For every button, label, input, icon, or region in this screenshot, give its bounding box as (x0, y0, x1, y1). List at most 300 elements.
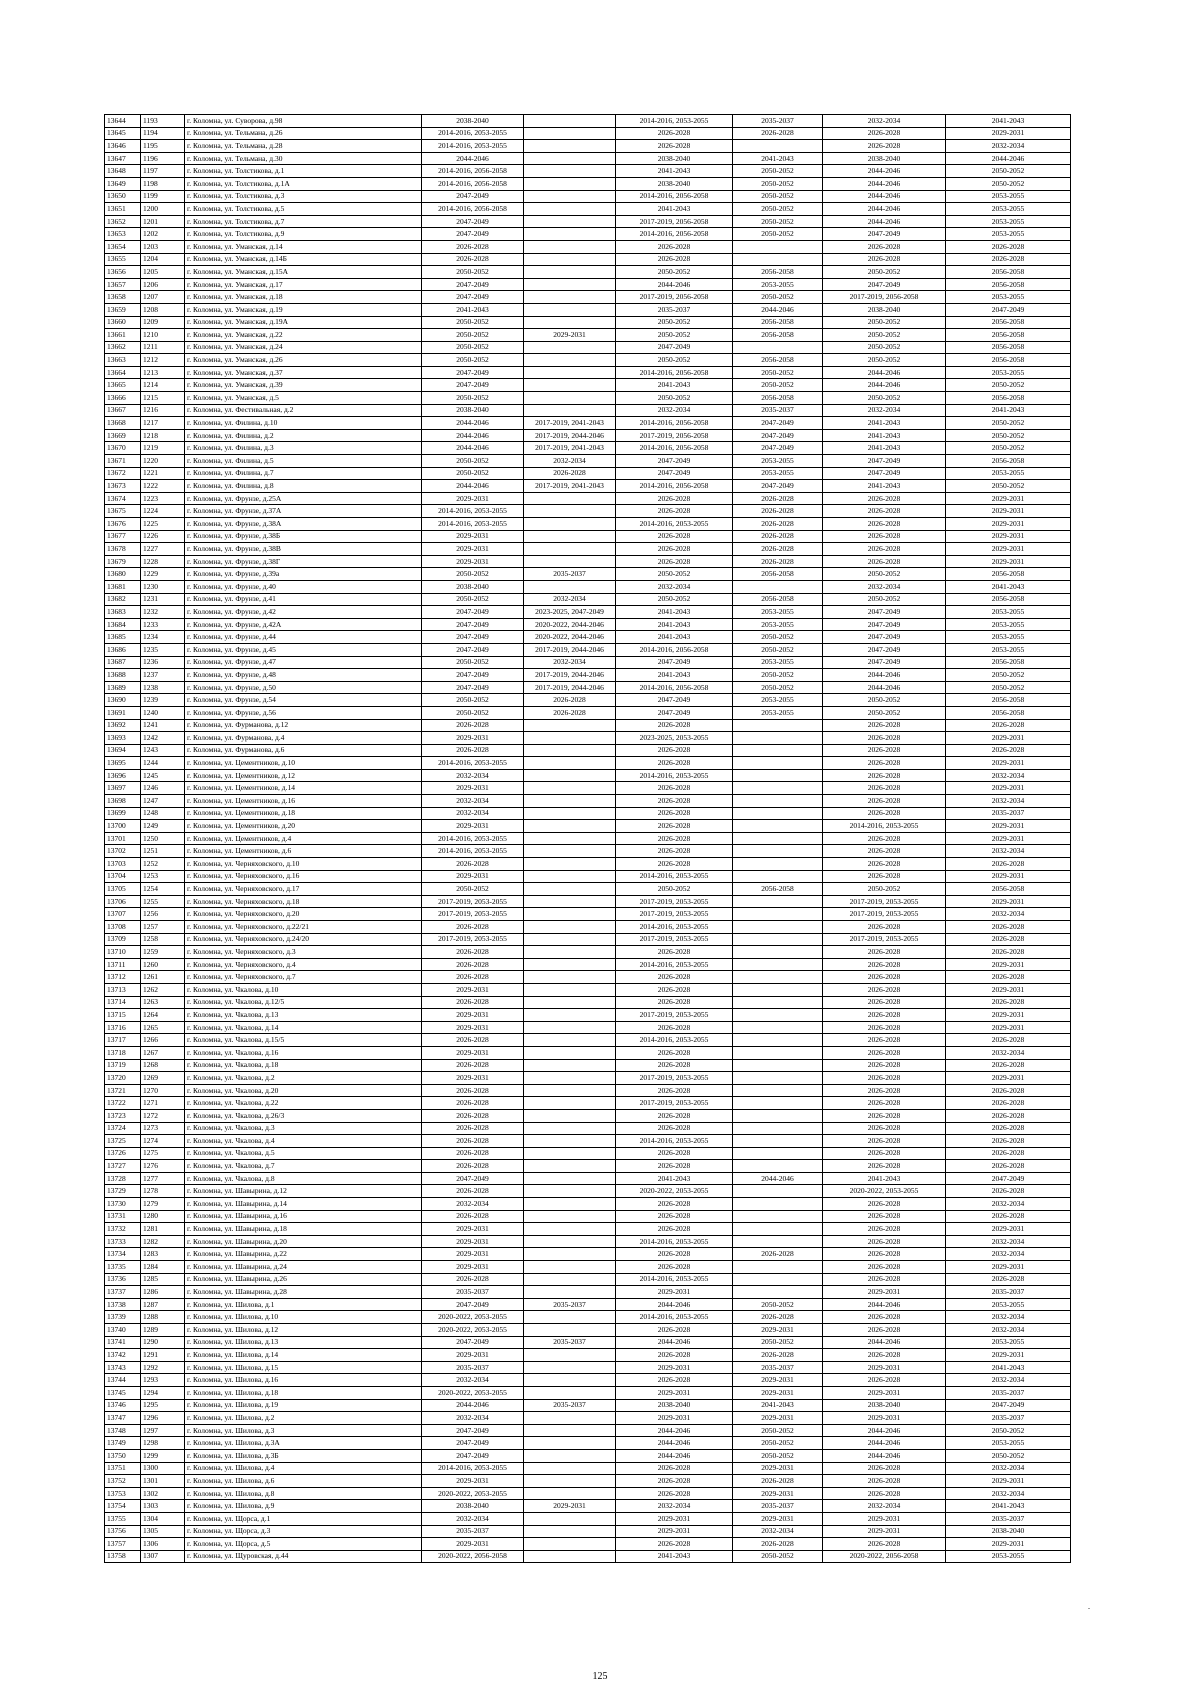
table-row (105, 631, 1071, 644)
table-row (105, 543, 1071, 556)
period-roof-cell: 2044-2046 (422, 152, 524, 165)
address-cell: г. Коломна, ул. Фурманова, д.4 (185, 732, 422, 745)
record-code-cell: 13722 (105, 1097, 141, 1110)
house-number-cell: 1276 (141, 1160, 185, 1173)
period-lift-cell: 2053-2055 (733, 278, 823, 291)
period-basement-cell: 2026-2028 (823, 505, 946, 518)
period-roof-cell: 2044-2046 (422, 442, 524, 455)
record-code-cell: 13676 (105, 518, 141, 531)
period-roof-cell: 2032-2034 (422, 1412, 524, 1425)
address-cell: г. Коломна, ул. Черняховского, д.22/21 (185, 921, 422, 934)
period-basement-cell: 2026-2028 (823, 1160, 946, 1173)
period-lift-cell: 2050-2052 (733, 379, 823, 392)
period-foundation-cell: 2029-2031 (946, 1009, 1071, 1022)
house-number-cell: 1294 (141, 1386, 185, 1399)
period-roof-cell: 2029-2031 (422, 530, 524, 543)
period-facade-cell: 2029-2031 (524, 1500, 616, 1513)
period-foundation-cell: 2050-2052 (946, 379, 1071, 392)
address-cell: г. Коломна, ул. Фрунзе, д.41 (185, 593, 422, 606)
house-number-cell: 1220 (141, 455, 185, 468)
period-foundation-cell: 2026-2028 (946, 946, 1071, 959)
record-code-cell: 13710 (105, 946, 141, 959)
period-facade-cell (524, 807, 616, 820)
period-foundation-cell: 2050-2052 (946, 417, 1071, 430)
record-code-cell: 13728 (105, 1172, 141, 1185)
period-foundation-cell: 2026-2028 (946, 240, 1071, 253)
table-row (105, 1147, 1071, 1160)
address-cell: г. Коломна, ул. Шилова, д.18 (185, 1386, 422, 1399)
table-row (105, 1487, 1071, 1500)
period-facade-cell: 2032-2034 (524, 455, 616, 468)
period-foundation-cell: 2032-2034 (946, 1248, 1071, 1261)
period-roof-cell: 2050-2052 (422, 266, 524, 279)
period-lift-cell (733, 921, 823, 934)
table-row (105, 240, 1071, 253)
period-roof-cell: 2029-2031 (422, 1235, 524, 1248)
period-lift-cell (733, 769, 823, 782)
address-cell: г. Коломна, ул. Фрунзе, д.56 (185, 706, 422, 719)
period-engineering-cell: 2014-2016, 2053-2055 (616, 958, 733, 971)
period-facade-cell (524, 744, 616, 757)
period-engineering-cell: 2026-2028 (616, 1198, 733, 1211)
period-facade-cell (524, 1046, 616, 1059)
period-facade-cell (524, 1198, 616, 1211)
table-row (105, 1185, 1071, 1198)
period-basement-cell: 2026-2028 (823, 1059, 946, 1072)
period-roof-cell: 2020-2022, 2053-2055 (422, 1487, 524, 1500)
period-facade-cell (524, 1324, 616, 1337)
period-engineering-cell: 2026-2028 (616, 807, 733, 820)
table-row (105, 1449, 1071, 1462)
period-lift-cell: 2035-2037 (733, 1361, 823, 1374)
period-roof-cell: 2026-2028 (422, 1084, 524, 1097)
period-facade-cell: 2032-2034 (524, 593, 616, 606)
period-roof-cell: 2026-2028 (422, 971, 524, 984)
address-cell: г. Коломна, ул. Шавырина, д.14 (185, 1198, 422, 1211)
period-roof-cell: 2026-2028 (422, 1109, 524, 1122)
address-cell: г. Коломна, ул. Шавырина, д.20 (185, 1235, 422, 1248)
period-foundation-cell: 2056-2058 (946, 706, 1071, 719)
record-code-cell: 13721 (105, 1084, 141, 1097)
address-cell: г. Коломна, ул. Уманская, д.17 (185, 278, 422, 291)
period-roof-cell: 2029-2031 (422, 782, 524, 795)
period-lift-cell: 2050-2052 (733, 631, 823, 644)
period-foundation-cell: 2053-2055 (946, 291, 1071, 304)
address-cell: г. Коломна, ул. Фрунзе, д.48 (185, 669, 422, 682)
period-roof-cell: 2029-2031 (422, 543, 524, 556)
period-basement-cell: 2026-2028 (823, 1235, 946, 1248)
period-facade-cell (524, 1059, 616, 1072)
period-lift-cell: 2026-2028 (733, 1248, 823, 1261)
period-facade-cell: 2035-2037 (524, 1298, 616, 1311)
period-lift-cell: 2050-2052 (733, 1336, 823, 1349)
record-code-cell: 13696 (105, 769, 141, 782)
record-code-cell: 13712 (105, 971, 141, 984)
record-code-cell: 13752 (105, 1475, 141, 1488)
address-cell: г. Коломна, ул. Фрунзе, д.47 (185, 656, 422, 669)
period-facade-cell (524, 732, 616, 745)
record-code-cell: 13743 (105, 1361, 141, 1374)
house-number-cell: 1256 (141, 908, 185, 921)
period-basement-cell: 2044-2046 (823, 379, 946, 392)
period-lift-cell (733, 971, 823, 984)
period-facade-cell (524, 1235, 616, 1248)
period-engineering-cell: 2050-2052 (616, 266, 733, 279)
period-engineering-cell: 2044-2046 (616, 1424, 733, 1437)
period-foundation-cell: 2041-2043 (946, 580, 1071, 593)
period-foundation-cell: 2029-2031 (946, 505, 1071, 518)
record-code-cell: 13748 (105, 1424, 141, 1437)
house-number-cell: 1198 (141, 177, 185, 190)
period-basement-cell: 2026-2028 (823, 1374, 946, 1387)
corner-mark: . (1088, 1602, 1090, 1611)
period-facade-cell: 2017-2019, 2044-2046 (524, 669, 616, 682)
house-number-cell: 1283 (141, 1248, 185, 1261)
table-row (105, 1437, 1071, 1450)
house-number-cell: 1207 (141, 291, 185, 304)
period-engineering-cell: 2017-2019, 2053-2055 (616, 895, 733, 908)
period-foundation-cell: 2056-2058 (946, 354, 1071, 367)
period-basement-cell: 2038-2040 (823, 152, 946, 165)
period-facade-cell (524, 1487, 616, 1500)
period-roof-cell: 2026-2028 (422, 858, 524, 871)
address-cell: г. Коломна, ул. Фрунзе, д.25А (185, 492, 422, 505)
table-row (105, 215, 1071, 228)
period-basement-cell: 2044-2046 (823, 669, 946, 682)
house-number-cell: 1282 (141, 1235, 185, 1248)
record-code-cell: 13666 (105, 392, 141, 405)
table-row (105, 379, 1071, 392)
period-foundation-cell: 2056-2058 (946, 316, 1071, 329)
period-facade-cell (524, 1072, 616, 1085)
house-number-cell: 1291 (141, 1349, 185, 1362)
address-cell: г. Коломна, ул. Фрунзе, д.40 (185, 580, 422, 593)
record-code-cell: 13670 (105, 442, 141, 455)
period-facade-cell (524, 1021, 616, 1034)
address-cell: г. Коломна, ул. Фрунзе, д.54 (185, 694, 422, 707)
table-row (105, 1109, 1071, 1122)
table-row (105, 329, 1071, 342)
period-roof-cell: 2050-2052 (422, 593, 524, 606)
period-roof-cell: 2029-2031 (422, 1349, 524, 1362)
period-facade-cell (524, 177, 616, 190)
table-row (105, 1424, 1071, 1437)
house-number-cell: 1209 (141, 316, 185, 329)
address-cell: г. Коломна, ул. Толстикова, д.3 (185, 190, 422, 203)
period-roof-cell: 2050-2052 (422, 656, 524, 669)
house-number-cell: 1307 (141, 1550, 185, 1563)
period-engineering-cell: 2014-2016, 2053-2055 (616, 870, 733, 883)
record-code-cell: 13734 (105, 1248, 141, 1261)
period-lift-cell (733, 1286, 823, 1299)
house-number-cell: 1267 (141, 1046, 185, 1059)
table-row (105, 870, 1071, 883)
period-engineering-cell: 2026-2028 (616, 1261, 733, 1274)
address-cell: г. Коломна, ул. Шилова, д.12 (185, 1324, 422, 1337)
record-code-cell: 13719 (105, 1059, 141, 1072)
period-lift-cell: 2053-2055 (733, 467, 823, 480)
house-number-cell: 1305 (141, 1525, 185, 1538)
period-lift-cell: 2053-2055 (733, 706, 823, 719)
period-roof-cell: 2029-2031 (422, 492, 524, 505)
period-facade-cell (524, 1223, 616, 1236)
table-row (105, 908, 1071, 921)
table-row (105, 1273, 1071, 1286)
house-number-cell: 1292 (141, 1361, 185, 1374)
period-roof-cell: 2020-2022, 2053-2055 (422, 1311, 524, 1324)
period-facade-cell: 2026-2028 (524, 694, 616, 707)
period-facade-cell (524, 278, 616, 291)
house-number-cell: 1237 (141, 669, 185, 682)
address-cell: г. Коломна, ул. Щуровская, д.44 (185, 1550, 422, 1563)
period-roof-cell: 2026-2028 (422, 921, 524, 934)
record-code-cell: 13686 (105, 643, 141, 656)
period-roof-cell: 2035-2037 (422, 1525, 524, 1538)
period-basement-cell: 2026-2028 (823, 1248, 946, 1261)
period-lift-cell (733, 719, 823, 732)
table-row (105, 895, 1071, 908)
period-roof-cell: 2026-2028 (422, 1185, 524, 1198)
period-foundation-cell: 2053-2055 (946, 228, 1071, 241)
record-code-cell: 13747 (105, 1412, 141, 1425)
period-basement-cell: 2026-2028 (823, 1034, 946, 1047)
period-facade-cell: 2026-2028 (524, 706, 616, 719)
record-code-cell: 13698 (105, 795, 141, 808)
period-lift-cell (733, 1210, 823, 1223)
period-engineering-cell: 2026-2028 (616, 1046, 733, 1059)
record-code-cell: 13684 (105, 618, 141, 631)
record-code-cell: 13732 (105, 1223, 141, 1236)
period-engineering-cell: 2017-2019, 2053-2055 (616, 908, 733, 921)
period-foundation-cell: 2026-2028 (946, 1084, 1071, 1097)
house-number-cell: 1238 (141, 681, 185, 694)
period-facade-cell (524, 1122, 616, 1135)
table-row (105, 455, 1071, 468)
period-basement-cell: 2026-2028 (823, 1147, 946, 1160)
period-foundation-cell: 2056-2058 (946, 568, 1071, 581)
period-facade-cell (524, 1147, 616, 1160)
record-code-cell: 13681 (105, 580, 141, 593)
house-number-cell: 1258 (141, 933, 185, 946)
address-cell: г. Коломна, ул. Уманская, д.5 (185, 392, 422, 405)
period-facade-cell: 2035-2037 (524, 1399, 616, 1412)
house-number-cell: 1261 (141, 971, 185, 984)
table-row (105, 1324, 1071, 1337)
house-number-cell: 1227 (141, 543, 185, 556)
period-roof-cell: 2026-2028 (422, 1097, 524, 1110)
house-number-cell: 1273 (141, 1122, 185, 1135)
period-foundation-cell: 2029-2031 (946, 555, 1071, 568)
record-code-cell: 13650 (105, 190, 141, 203)
record-code-cell: 13720 (105, 1072, 141, 1085)
table-row (105, 706, 1071, 719)
period-facade-cell: 2035-2037 (524, 568, 616, 581)
period-basement-cell: 2047-2049 (823, 278, 946, 291)
period-basement-cell: 2029-2031 (823, 1361, 946, 1374)
house-number-cell: 1232 (141, 606, 185, 619)
period-facade-cell (524, 115, 616, 128)
period-roof-cell: 2014-2016, 2056-2058 (422, 165, 524, 178)
period-basement-cell: 2047-2049 (823, 631, 946, 644)
period-basement-cell: 2026-2028 (823, 757, 946, 770)
house-number-cell: 1214 (141, 379, 185, 392)
address-cell: г. Коломна, ул. Чкалова, д.5 (185, 1147, 422, 1160)
address-cell: г. Коломна, ул. Тельмана, д.30 (185, 152, 422, 165)
house-number-cell: 1208 (141, 303, 185, 316)
period-foundation-cell: 2026-2028 (946, 1185, 1071, 1198)
period-facade-cell (524, 1462, 616, 1475)
table-row (105, 127, 1071, 140)
period-basement-cell: 2026-2028 (823, 1462, 946, 1475)
record-code-cell: 13689 (105, 681, 141, 694)
record-code-cell: 13758 (105, 1550, 141, 1563)
period-foundation-cell: 2050-2052 (946, 165, 1071, 178)
table-row (105, 1021, 1071, 1034)
address-cell: г. Коломна, ул. Цементников, д.18 (185, 807, 422, 820)
address-cell: г. Коломна, ул. Черняховского, д.18 (185, 895, 422, 908)
house-number-cell: 1268 (141, 1059, 185, 1072)
table-row (105, 190, 1071, 203)
period-basement-cell: 2026-2028 (823, 555, 946, 568)
record-code-cell: 13740 (105, 1324, 141, 1337)
period-roof-cell: 2032-2034 (422, 769, 524, 782)
period-facade-cell (524, 240, 616, 253)
period-lift-cell: 2035-2037 (733, 404, 823, 417)
house-number-cell: 1295 (141, 1399, 185, 1412)
period-engineering-cell: 2017-2019, 2053-2055 (616, 1009, 733, 1022)
period-engineering-cell: 2026-2028 (616, 820, 733, 833)
period-engineering-cell: 2014-2016, 2053-2055 (616, 518, 733, 531)
table-row (105, 1223, 1071, 1236)
period-facade-cell (524, 958, 616, 971)
record-code-cell: 13724 (105, 1122, 141, 1135)
address-cell: г. Коломна, ул. Черняховского, д.7 (185, 971, 422, 984)
period-lift-cell (733, 732, 823, 745)
period-roof-cell: 2029-2031 (422, 870, 524, 883)
period-engineering-cell: 2026-2028 (616, 1122, 733, 1135)
period-facade-cell (524, 895, 616, 908)
period-lift-cell: 2050-2052 (733, 669, 823, 682)
address-cell: г. Коломна, ул. Уманская, д.24 (185, 341, 422, 354)
period-engineering-cell: 2044-2046 (616, 1298, 733, 1311)
period-engineering-cell: 2050-2052 (616, 568, 733, 581)
table-row (105, 795, 1071, 808)
record-code-cell: 13701 (105, 832, 141, 845)
house-number-cell: 1278 (141, 1185, 185, 1198)
house-number-cell: 1285 (141, 1273, 185, 1286)
period-foundation-cell: 2026-2028 (946, 1160, 1071, 1173)
period-lift-cell: 2026-2028 (733, 1349, 823, 1362)
table-row (105, 1135, 1071, 1148)
table-row (105, 744, 1071, 757)
period-basement-cell: 2026-2028 (823, 832, 946, 845)
period-roof-cell: 2014-2016, 2053-2055 (422, 505, 524, 518)
table-row (105, 618, 1071, 631)
period-basement-cell: 2020-2022, 2056-2058 (823, 1550, 946, 1563)
table-row (105, 1336, 1071, 1349)
period-lift-cell: 2050-2052 (733, 190, 823, 203)
house-number-cell: 1302 (141, 1487, 185, 1500)
period-facade-cell (524, 845, 616, 858)
period-roof-cell: 2047-2049 (422, 631, 524, 644)
period-facade-cell (524, 1311, 616, 1324)
period-basement-cell: 2026-2028 (823, 1122, 946, 1135)
table-row (105, 1349, 1071, 1362)
period-basement-cell: 2017-2019, 2053-2055 (823, 895, 946, 908)
address-cell: г. Коломна, ул. Фрунзе, д.45 (185, 643, 422, 656)
period-roof-cell: 2050-2052 (422, 706, 524, 719)
period-facade-cell (524, 379, 616, 392)
period-roof-cell: 2032-2034 (422, 1374, 524, 1387)
period-foundation-cell: 2029-2031 (946, 983, 1071, 996)
period-facade-cell (524, 303, 616, 316)
address-cell: г. Коломна, ул. Фрунзе, д.37А (185, 505, 422, 518)
period-facade-cell (524, 1525, 616, 1538)
period-roof-cell: 2029-2031 (422, 555, 524, 568)
period-basement-cell: 2044-2046 (823, 177, 946, 190)
table-row (105, 1034, 1071, 1047)
period-engineering-cell: 2014-2016, 2053-2055 (616, 769, 733, 782)
period-lift-cell (733, 1046, 823, 1059)
table-row (105, 152, 1071, 165)
period-lift-cell: 2053-2055 (733, 656, 823, 669)
record-code-cell: 13661 (105, 329, 141, 342)
record-code-cell: 13656 (105, 266, 141, 279)
period-foundation-cell: 2056-2058 (946, 341, 1071, 354)
period-roof-cell: 2047-2049 (422, 1336, 524, 1349)
house-number-cell: 1279 (141, 1198, 185, 1211)
record-code-cell: 13677 (105, 530, 141, 543)
record-code-cell: 13674 (105, 492, 141, 505)
period-lift-cell (733, 1135, 823, 1148)
period-lift-cell (733, 1072, 823, 1085)
period-facade-cell (524, 933, 616, 946)
page-number: 125 (592, 1671, 608, 1682)
table-row (105, 203, 1071, 216)
period-roof-cell: 2029-2031 (422, 820, 524, 833)
house-number-cell: 1199 (141, 190, 185, 203)
period-engineering-cell: 2014-2016, 2053-2055 (616, 1235, 733, 1248)
address-cell: г. Коломна, ул. Фрунзе, д.42А (185, 618, 422, 631)
address-cell: г. Коломна, ул. Фрунзе, д.39а (185, 568, 422, 581)
period-roof-cell: 2032-2034 (422, 1198, 524, 1211)
period-roof-cell: 2014-2016, 2053-2055 (422, 127, 524, 140)
table-row (105, 769, 1071, 782)
period-foundation-cell: 2035-2037 (946, 1412, 1071, 1425)
period-foundation-cell: 2032-2034 (946, 1324, 1071, 1337)
period-basement-cell: 2044-2046 (823, 1336, 946, 1349)
period-facade-cell: 2017-2019, 2041-2043 (524, 480, 616, 493)
address-cell: г. Коломна, ул. Цементников, д.14 (185, 782, 422, 795)
house-number-cell: 1213 (141, 366, 185, 379)
address-cell: г. Коломна, ул. Черняховского, д.4 (185, 958, 422, 971)
period-roof-cell: 2029-2031 (422, 1248, 524, 1261)
period-basement-cell: 2026-2028 (823, 1084, 946, 1097)
period-engineering-cell: 2026-2028 (616, 1462, 733, 1475)
period-engineering-cell: 2050-2052 (616, 883, 733, 896)
period-roof-cell: 2014-2016, 2053-2055 (422, 757, 524, 770)
period-foundation-cell: 2053-2055 (946, 366, 1071, 379)
period-engineering-cell: 2047-2049 (616, 467, 733, 480)
period-facade-cell (524, 1097, 616, 1110)
address-cell: г. Коломна, ул. Шилова, д.3 (185, 1424, 422, 1437)
period-basement-cell: 2050-2052 (823, 266, 946, 279)
period-lift-cell: 2029-2031 (733, 1462, 823, 1475)
period-basement-cell: 2044-2046 (823, 215, 946, 228)
period-basement-cell: 2041-2043 (823, 442, 946, 455)
period-foundation-cell: 2032-2034 (946, 1311, 1071, 1324)
period-engineering-cell: 2035-2037 (616, 303, 733, 316)
